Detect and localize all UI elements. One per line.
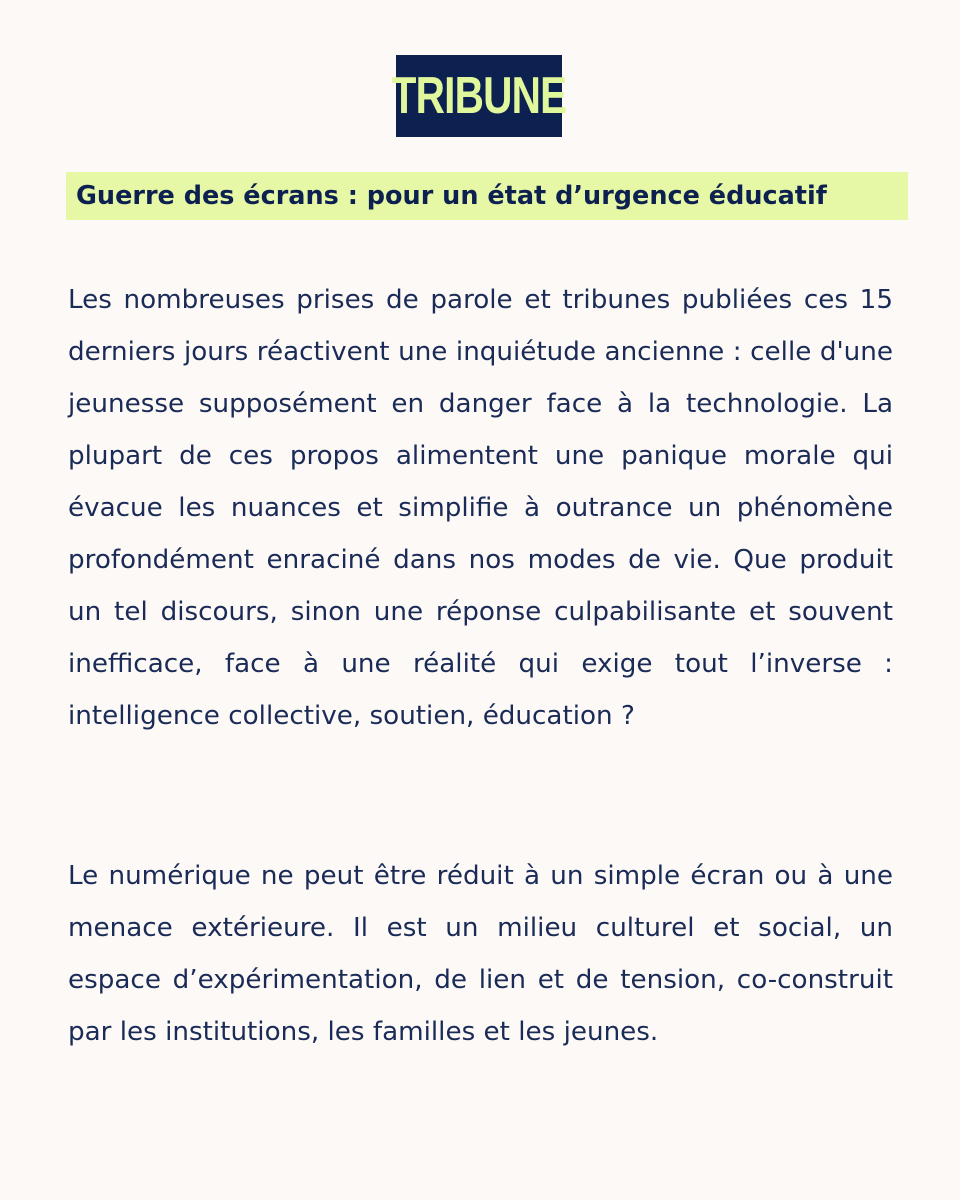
- body-paragraph-1: Les nombreuses prises de parole et tribunes publiées ces 15 derniers jours réactivent une inquiétude ancienne : celle d'une jeunesse supposément en danger face à la technologie. La plupart de ces propos alimentent une panique morale qui évacue les nuances et simplifie à outrance un phénomène profondément enraciné dans nos modes de vie. Que produit un tel discours, sinon une réponse culpabilisante et souvent inefficace, face à une réalité qui exige tout l’inverse : intelligence collective, soutien, éducation ?: [68, 285, 893, 731]
- headline: Guerre des écrans : pour un état d’urgence éducatif: [76, 181, 827, 211]
- tribune-tag: [391, 55, 567, 137]
- body-paragraph-2: Le numérique ne peut être réduit à un simple écran ou à une menace extérieure. Il est un milieu culturel et social, un espace d’expérimentation, de lien et de tension, co-construit par les institutions, les familles et les jeunes.: [68, 861, 893, 1047]
- tribune-tag-label: TRIBUNE: [391, 67, 567, 125]
